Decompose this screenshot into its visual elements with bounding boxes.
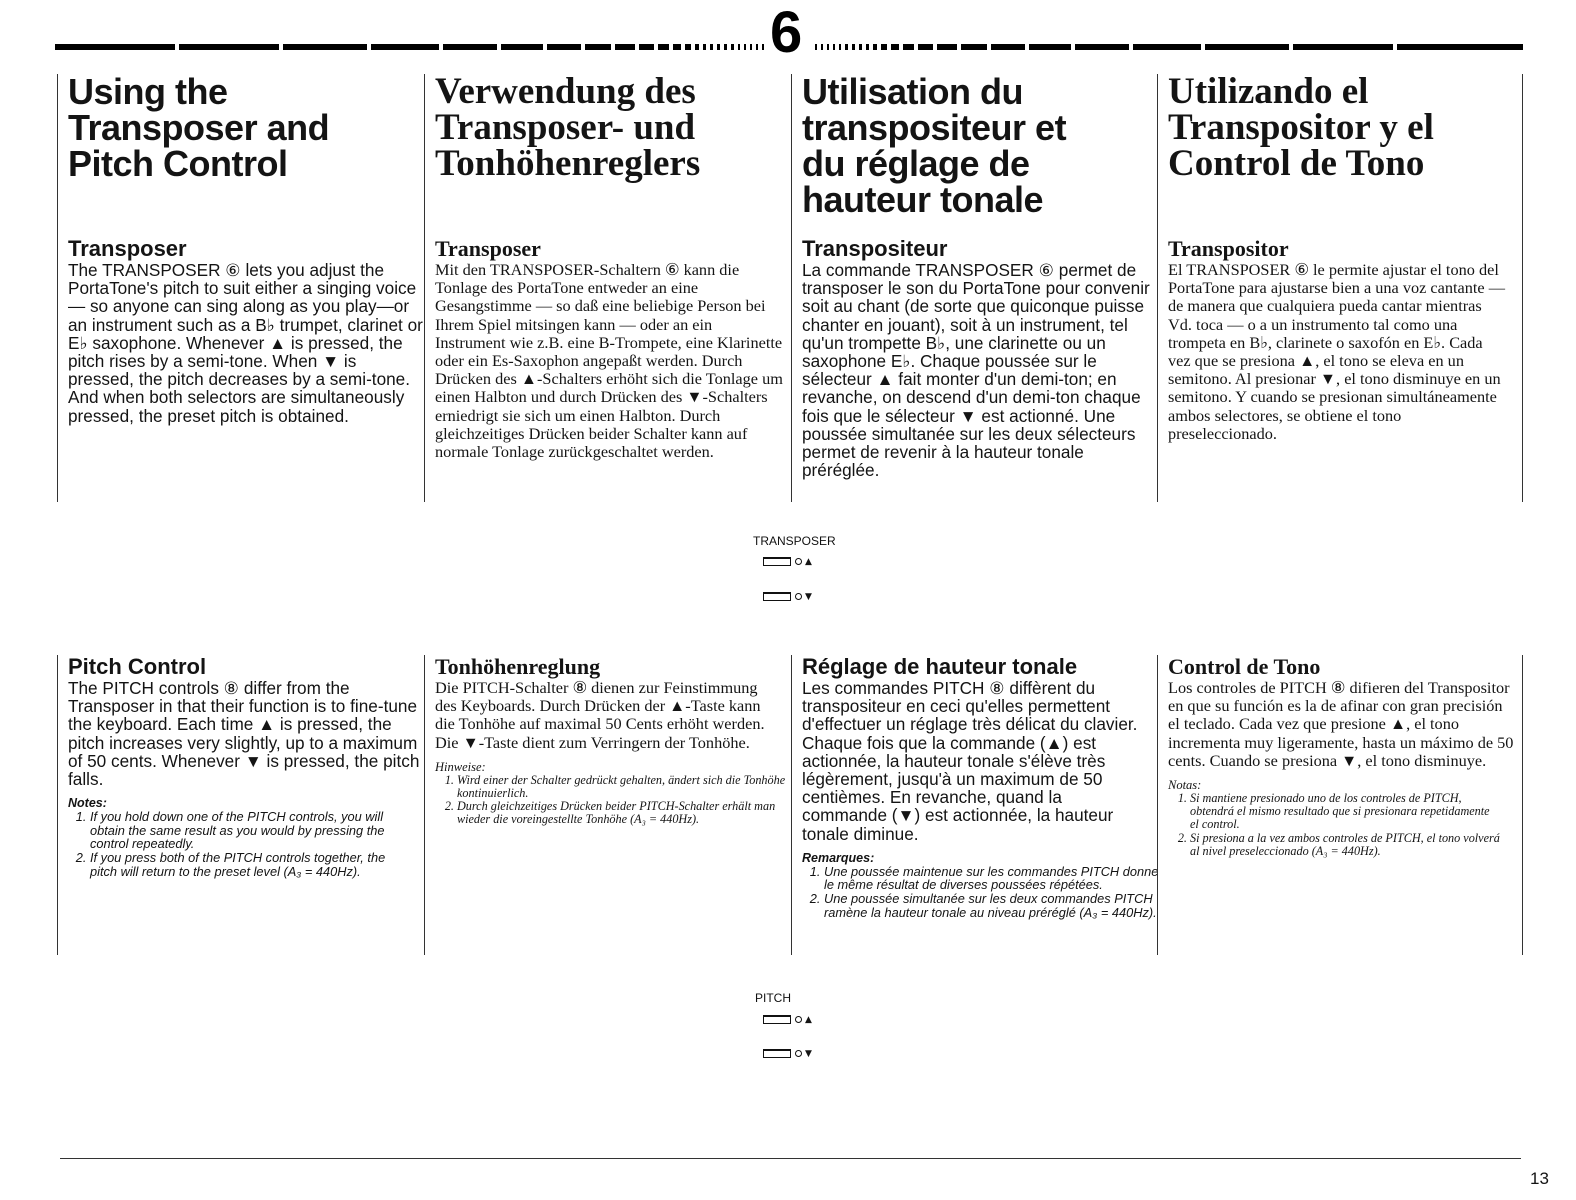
pitch-up-led-icon [795,1016,802,1023]
subsection-title-es: Transpositor [1168,236,1289,261]
pitch-notes-en [68,810,410,878]
down-arrow-icon: ▼ [805,592,812,602]
pitch-body-de: Die PITCH-Schalter ⑧ dienen zur Feinstimmung des Keyboards. Durch Drücken der ▲-Taste kann die Tonhöhe auf maximal 50 Cents erhöht werden. Die ▼-Taste dient zum Verringern der Tonhöhe. [435,678,765,752]
pitch-switch-label: PITCH [755,991,791,1005]
section-title-fr: Utilisation du transpositeur et du réglage de hauteur tonale [802,71,1067,220]
transposer-down-button-icon [763,592,791,601]
column-fr-pitch [791,655,1157,955]
pitch-notes-title-fr: Remarques: [802,850,875,865]
note-item: 2. Si presiona a la vez ambos controles de PITCH, el tono volverá al nivel preseleccionado (A₃ = 440Hz). [1190,832,1500,858]
note-item: 2. Une poussée simultanée sur les deux commandes PITCH ramène la hauteur tonale au niveau préréglé (A₃ = 440Hz). [824,892,1160,919]
up-arrow-icon: ▲ [805,1015,812,1025]
section-title-de: Verwendung des Transposer- und Tonhöhenreglers [435,71,701,184]
section-title-es: Utilizando el Transpositor y el Control de Tono [1168,71,1434,184]
body-text-es: El TRANSPOSER ⑥ le permite ajustar el tono del PortaTone para ajustarse bien a una voz cantante — de manera que cualquiera pueda cantar mientras Vd. toca — o a un instrumento tal como una trompeta en B♭, clarinete o saxofón en E♭. Cada vez que se presiona ▲, el tono se eleva en un semitono. Al presionar ▼, el tono disminuye en un semitono. Y cuando se presionan simultáneamente ambos selectores, se obtiene el tono preseleccionado. [1168,260,1506,443]
note-item: 2. If you press both of the PITCH controls together, the pitch will return to the preset level (A₃ = 440Hz). [90,851,410,878]
note-item: 1. Si mantiene presionado uno de los controles de PITCH, obtendrá el mismo resultado que si presionara repetidamente el control. [1190,792,1500,832]
pitch-body-en: The PITCH controls ⑧ differ from the Transposer in that their function is to fine-tune the keyboard. Each time ▲ is pressed, the pitch increases very slightly, up to a maximum of 50 cents. Whenever ▼ is pressed, the pitch falls. [68,678,420,790]
column-es-pitch [1157,655,1523,955]
pitch-notes-fr [802,865,1160,919]
column-fr-transposer [791,71,1157,502]
transposer-down-led-icon [795,593,802,600]
body-text-fr: La commande TRANSPOSER ⑥ permet de transposer le son du PortaTone pour convenir soit au chant (de sorte que quiconque puisse chanter en jouant), soit à un instrument, tel qu'un trompette B♭, une clarinette ou un saxophone E♭. Chaque poussée sur le sélecteur ▲ fait monter d'un demi-ton; en revanche, on descend d'un demi-ton chaque fois que le sélecteur ▼ est actionné. Une poussée simultanée sur les deux sélecteurs permet de revenir à la hauteur tonale préréglée. [802,260,1150,481]
up-arrow-icon: ▲ [805,557,812,567]
section-title-en: Using the Transposer and Pitch Control [68,71,330,184]
subsection-title-en: Transposer [68,236,187,261]
column-de-pitch [424,655,790,955]
pitch-notes-es [1168,792,1500,858]
note-item: 1. If you hold down one of the PITCH controls, you will obtain the same result as you would by pressing the control repeatedly. [90,810,410,851]
pitch-body-es: Los controles de PITCH ⑧ difieren del Transpositor en que su función es la de afinar con gran precisión el teclado. Cada vez que presione ▲, el tono incrementa muy ligeramente, hasta un máximo de 50 cents. Cuando se presiona ▼, el tono disminuye. [1168,678,1514,770]
pitch-title-en: Pitch Control [68,654,207,679]
footer-rule [60,1158,1521,1159]
pitch-up-button-icon [763,1015,791,1024]
pitch-notes-title-es: Notas: [1168,778,1202,793]
transposer-switch-label: TRANSPOSER [753,534,836,548]
page-number: 13 [1530,1169,1549,1188]
column-en-pitch [57,655,423,955]
subsection-title-de: Transposer [435,236,541,261]
pitch-notes-title-en: Notes: [68,796,107,811]
pitch-body-fr: Les commandes PITCH ⑧ diffèrent du transpositeur en ceci qu'elles permettent d'effectuer un réglage très délicat du clavier. Chaque fois que la commande (▲) est actionnée, la hauteur tonale s'élève très légèrement, jusqu'à un maximum de 50 centièmes. En revanche, quand la commande (▼) est actionnée, la hauteur tonale diminue. [802,678,1138,844]
transposer-up-button-icon [763,557,791,566]
note-item: 2. Durch gleichzeitiges Drücken beider PITCH-Schalter erhält man wieder die voreingestellte Tonhöhe (A₃ = 440Hz). [457,800,797,826]
pitch-title-es: Control de Tono [1168,654,1321,679]
column-es-transposer [1157,71,1523,502]
subsection-title-fr: Transpositeur [802,236,948,261]
pitch-down-button-icon [763,1049,791,1058]
pitch-title-de: Tonhöhenreglung [435,654,601,679]
body-text-en: The TRANSPOSER ⑥ lets you adjust the PortaTone's pitch to suit either a singing voice — so anyone can sing along as you play—or an instrument such as a B♭ trumpet, clarinet or E♭ saxophone. Whenever ▲ is pressed, the pitch rises by a semi-tone. When ▼ is pressed, the pitch decreases by a semi-tone. And when both selectors are simultaneously pressed, the preset pitch is obtained. [68,260,423,426]
chapter-number: 6 [770,0,803,65]
pitch-notes-de [435,774,797,827]
down-arrow-icon: ▼ [805,1049,812,1059]
column-de-transposer [424,71,790,502]
body-text-de: Mit den TRANSPOSER-Schaltern ⑥ kann die Tonlage des PortaTone entweder an eine Gesangstimme — so daß eine beliebige Person bei Ihrem Spiel mitsingen kann — oder an ein Instrument wie z.B. eine B-Trompete, eine Klarinette oder ein Es-Saxophon angepaßt werden. Durch Drücken des ▲-Schalters erhöht sich die Tonlage um einen Halbton und durch Drücken des ▼-Schalters erniedrigt sie sich um einen Halbton. Durch gleichzeitiges Drücken beider Schalter kann auf normale Tonlage zurückgeschaltet werden. [435,260,783,462]
pitch-notes-title-de: Hinweise: [435,759,486,774]
pitch-title-fr: Réglage de hauteur tonale [802,654,1078,679]
note-item: 1. Wird einer der Schalter gedrückt gehalten, ändert sich die Tonhöhe kontinuierlich. [457,774,797,800]
pitch-down-led-icon [795,1050,802,1057]
column-en-transposer [57,71,423,502]
transposer-up-led-icon [795,558,802,565]
note-item: 1. Une poussée maintenue sur les commandes PITCH donne le même résultat de diverses poussées répétées. [824,865,1160,892]
